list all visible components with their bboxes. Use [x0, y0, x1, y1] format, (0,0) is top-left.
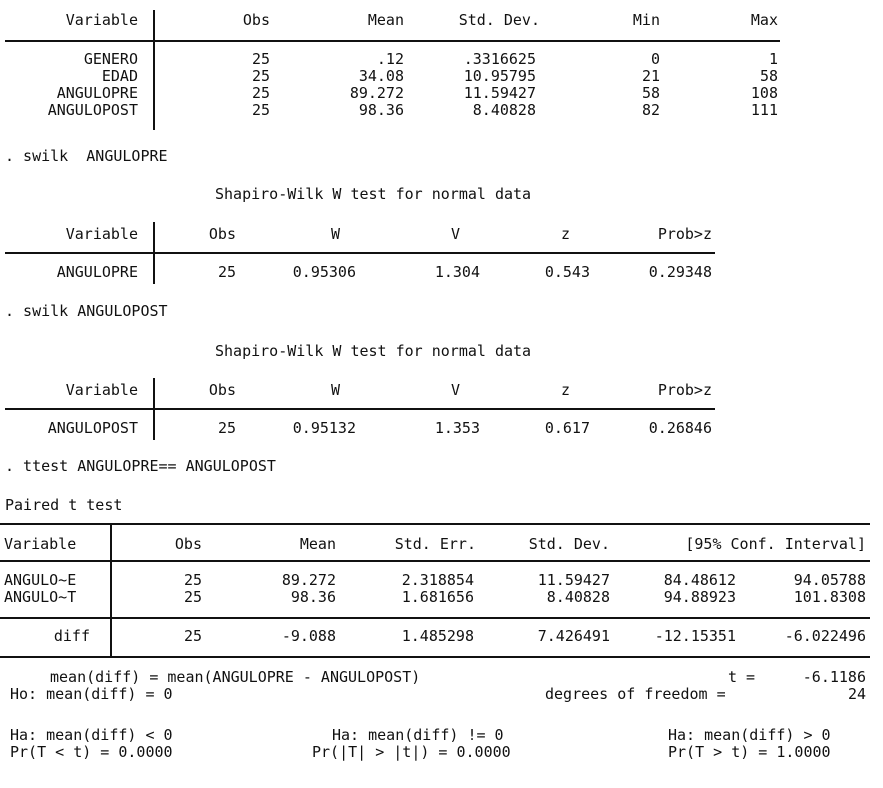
table-cell: 94.88923 — [663, 588, 736, 606]
table-cell: 1.485298 — [401, 627, 474, 645]
ttest-p-notequal: Pr(|T| > |t|) = 0.0000 — [312, 743, 511, 761]
table-cell: 25 — [217, 419, 236, 437]
table-cell: 82 — [641, 101, 660, 119]
table-cell: 25 — [251, 101, 270, 119]
summary-header-obs: Obs — [242, 11, 270, 29]
table-cell: 84.48612 — [663, 571, 736, 589]
swilk-header-z: z — [560, 225, 570, 243]
table-cell: 25 — [251, 84, 270, 102]
table-cell: -9.088 — [281, 627, 336, 645]
table-cell: 0.543 — [544, 263, 590, 281]
table-cell: .3316625 — [463, 50, 536, 68]
ttest-mean-definition: mean(diff) = mean(ANGULOPRE - ANGULOPOST) — [50, 668, 421, 686]
ttest-ha-notequal: Ha: mean(diff) != 0 — [332, 726, 504, 744]
table-cell: 25 — [183, 571, 202, 589]
table-row: ANGULOPRE — [56, 84, 138, 102]
swilk-header-obs: Obs — [208, 225, 236, 243]
summary-header-max: Max — [750, 11, 778, 29]
table-cell: 25 — [183, 627, 202, 645]
summary-header-min: Min — [632, 11, 660, 29]
ttest-header-confint: [95% Conf. Interval] — [685, 535, 866, 553]
table-row: ANGULO~T — [4, 588, 77, 606]
ttest-diff-label: diff — [53, 627, 90, 645]
table-cell: 25 — [251, 67, 270, 85]
ttest-header-stderr: Std. Err. — [394, 535, 476, 553]
table-cell: 1.353 — [434, 419, 480, 437]
table-row: ANGULOPOST — [47, 419, 138, 437]
ttest-p-greater: Pr(T > t) = 1.0000 — [668, 743, 831, 761]
table-cell: 89.272 — [281, 571, 336, 589]
swilk-header-w: W — [330, 225, 340, 243]
table-cell: 25 — [183, 588, 202, 606]
swilk-post-title: Shapiro-Wilk W test for normal data — [215, 342, 532, 360]
ttest-t-value: -6.1186 — [802, 668, 866, 686]
table-cell: 111 — [750, 101, 778, 119]
swilk-pre-command: . swilk ANGULOPRE — [5, 147, 168, 165]
table-cell: 101.8308 — [793, 588, 866, 606]
table-cell: 0.95306 — [292, 263, 356, 281]
ttest-diff-rule — [0, 617, 870, 619]
table-cell: 8.40828 — [546, 588, 610, 606]
table-cell: 0 — [650, 50, 660, 68]
swilk-header-w: W — [330, 381, 340, 399]
swilk-header-variable: Variable — [65, 381, 138, 399]
ttest-header-obs: Obs — [174, 535, 202, 553]
swilk-header-prob: Prob>z — [657, 225, 712, 243]
ttest-header-variable: Variable — [4, 535, 77, 553]
ttest-top-rule — [0, 523, 870, 525]
ttest-p-less: Pr(T < t) = 0.0000 — [10, 743, 173, 761]
ttest-dof-value: 24 — [847, 685, 866, 703]
table-row: ANGULOPRE — [56, 263, 138, 281]
summary-header-mean: Mean — [367, 11, 404, 29]
swilk-header-z: z — [560, 381, 570, 399]
table-cell: 1.681656 — [401, 588, 474, 606]
swilk-header-prob: Prob>z — [657, 381, 712, 399]
swilk-header-v: V — [450, 381, 460, 399]
ttest-dof-label: degrees of freedom = — [545, 685, 726, 703]
table-cell: 2.318854 — [401, 571, 474, 589]
summary-column-divider — [153, 10, 155, 130]
table-cell: .12 — [376, 50, 404, 68]
table-cell: 11.59427 — [463, 84, 536, 102]
summary-header-rule — [5, 40, 780, 42]
table-cell: 89.272 — [349, 84, 404, 102]
table-row: ANGULOPOST — [47, 101, 138, 119]
swilk-pre-title: Shapiro-Wilk W test for normal data — [215, 185, 532, 203]
swilk-header-obs: Obs — [208, 381, 236, 399]
table-cell: 25 — [217, 263, 236, 281]
table-cell: 1.304 — [434, 263, 480, 281]
ttest-ha-greater: Ha: mean(diff) > 0 — [668, 726, 831, 744]
table-cell: 98.36 — [358, 101, 404, 119]
swilk-column-divider — [153, 222, 155, 284]
ttest-header-rule — [0, 560, 870, 562]
swilk-header-variable: Variable — [65, 225, 138, 243]
summary-header-variable: Variable — [65, 11, 138, 29]
swilk-header-rule — [5, 408, 715, 410]
table-cell: 25 — [251, 50, 270, 68]
table-row: GENERO — [83, 50, 138, 68]
table-cell: 8.40828 — [472, 101, 536, 119]
table-cell: 0.26846 — [648, 419, 712, 437]
swilk-column-divider — [153, 378, 155, 440]
table-cell: 0.29348 — [648, 263, 712, 281]
table-cell: 7.426491 — [537, 627, 610, 645]
swilk-header-v: V — [450, 225, 460, 243]
table-cell: 34.08 — [358, 67, 404, 85]
swilk-header-rule — [5, 252, 715, 254]
ttest-ha-less: Ha: mean(diff) < 0 — [10, 726, 173, 744]
table-cell: 58 — [641, 84, 660, 102]
table-cell: 0.617 — [544, 419, 590, 437]
ttest-null-hypothesis: Ho: mean(diff) = 0 — [10, 685, 173, 703]
ttest-header-mean: Mean — [299, 535, 336, 553]
ttest-t-label: t = — [728, 668, 756, 686]
ttest-bottom-rule — [0, 656, 870, 658]
table-row: ANGULO~E — [4, 571, 77, 589]
table-cell: -12.15351 — [654, 627, 736, 645]
ttest-column-divider — [110, 523, 112, 656]
ttest-title: Paired t test — [5, 496, 123, 514]
table-cell: -6.022496 — [784, 627, 866, 645]
table-cell: 10.95795 — [463, 67, 536, 85]
ttest-header-stddev: Std. Dev. — [528, 535, 610, 553]
table-cell: 1 — [768, 50, 778, 68]
table-cell: 108 — [750, 84, 778, 102]
ttest-command: . ttest ANGULOPRE== ANGULOPOST — [5, 457, 276, 475]
summary-header-stddev: Std. Dev. — [458, 11, 540, 29]
table-cell: 98.36 — [290, 588, 336, 606]
swilk-post-command: . swilk ANGULOPOST — [5, 302, 168, 320]
table-cell: 21 — [641, 67, 660, 85]
table-row: EDAD — [101, 67, 138, 85]
table-cell: 94.05788 — [793, 571, 866, 589]
table-cell: 11.59427 — [537, 571, 610, 589]
table-cell: 0.95132 — [292, 419, 356, 437]
table-cell: 58 — [759, 67, 778, 85]
